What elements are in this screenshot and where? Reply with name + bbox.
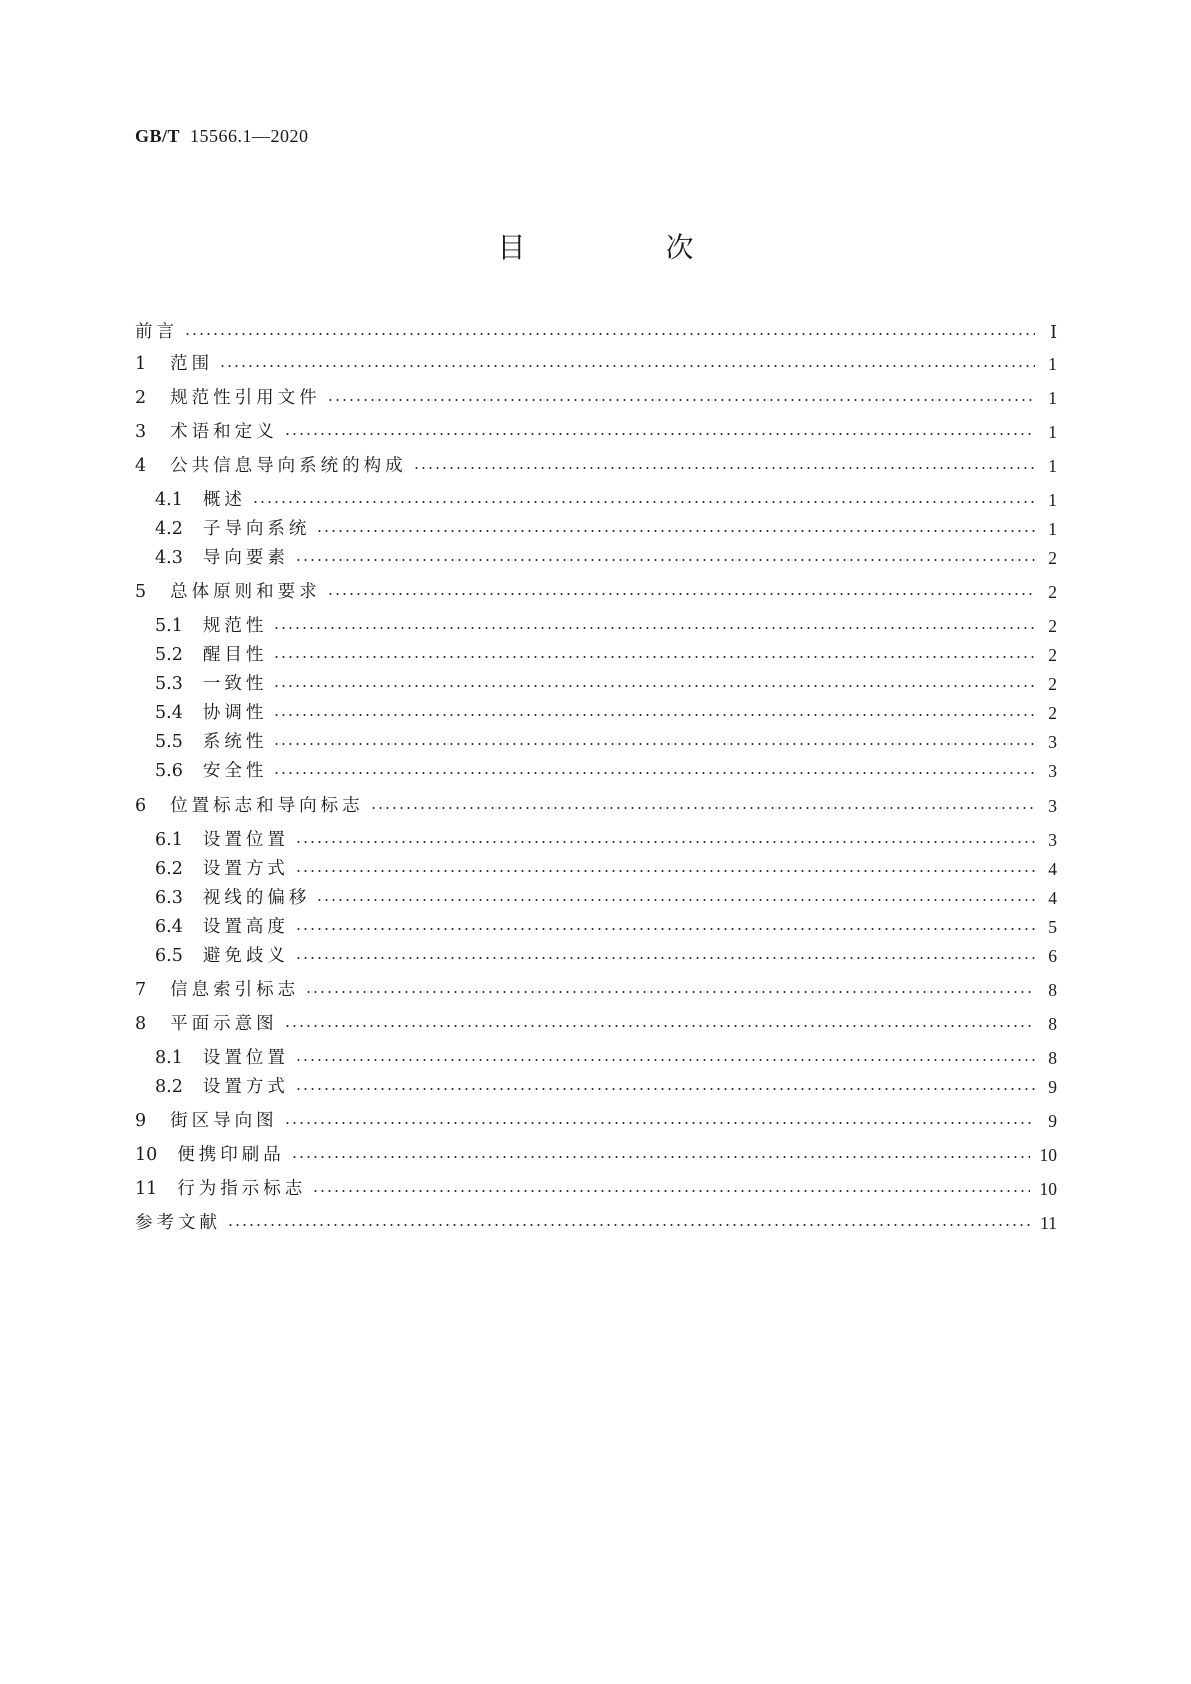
toc-leader-dots: [273, 685, 1035, 687]
toc-entry-number: 4.3: [155, 548, 183, 568]
toc-entry-title: 醒目性: [202, 645, 268, 665]
toc-entry-page: 1: [1048, 388, 1057, 408]
toc-leader-dots: [252, 501, 1035, 503]
toc-entry-page: 8: [1048, 1014, 1057, 1034]
toc-entry-title: 设置方式: [202, 859, 289, 879]
toc-leader-dots: [295, 957, 1035, 959]
toc-entry-title: 街区导向图: [170, 1111, 278, 1131]
toc-entry-page: 2: [1048, 616, 1057, 636]
toc-entry[interactable]: [135, 578, 1057, 606]
toc-entry-page: 10: [1039, 1179, 1057, 1199]
toc-entry-page: 6: [1048, 946, 1057, 966]
toc-entry-title: 导向要素: [202, 548, 289, 568]
toc-entry[interactable]: [155, 1044, 1057, 1072]
toc-entry-page: 1: [1048, 519, 1057, 539]
toc-entry-page: 1: [1048, 422, 1057, 442]
toc-leader-dots: [227, 1224, 1030, 1226]
toc-entry-title: 规范性: [202, 616, 268, 636]
toc-leader-dots: [316, 899, 1035, 901]
toc-entry[interactable]: [155, 884, 1057, 912]
toc-leader-dots: [413, 467, 1035, 469]
toc-entry-number: 6.4: [155, 917, 183, 937]
toc-entry-number: 3: [135, 422, 147, 442]
toc-entry-number: 5.6: [155, 761, 183, 781]
toc-entry-number: 4.1: [155, 490, 183, 510]
toc-leader-dots: [284, 433, 1035, 435]
toc-leader-dots: [273, 656, 1035, 658]
toc-entry[interactable]: [135, 1010, 1057, 1038]
toc-leader-dots: [184, 333, 1035, 335]
toc-entry-number: 6: [135, 796, 147, 816]
toc-entry[interactable]: [155, 612, 1057, 640]
toc-entry-page: 8: [1048, 980, 1057, 1000]
toc-entry[interactable]: [135, 976, 1057, 1004]
toc-entry-page: 2: [1048, 548, 1057, 568]
toc-leader-dots: [327, 399, 1035, 401]
toc-entry[interactable]: [135, 384, 1057, 412]
toc-entry-title: 视线的偏移: [202, 888, 311, 908]
toc-entry-number: 5.1: [155, 616, 183, 636]
page-title: 目 次: [497, 231, 750, 264]
toc-entry-title: 前言: [135, 322, 178, 342]
toc-entry-page: 3: [1048, 830, 1057, 850]
toc-entry-number: 1: [135, 354, 147, 374]
toc-entry-page: 11: [1040, 1213, 1057, 1233]
toc-entry[interactable]: [155, 1073, 1057, 1101]
toc-entry[interactable]: [155, 515, 1057, 543]
standard-number: 15566.1—2020: [190, 126, 309, 146]
toc-entry-title: 设置位置: [202, 1048, 289, 1068]
toc-entry-page: 3: [1048, 796, 1057, 816]
toc-entry-number: 5.3: [155, 674, 183, 694]
toc-entry-title: 设置方式: [202, 1077, 289, 1097]
toc-leader-dots: [295, 1088, 1035, 1090]
toc-entry-title: 总体原则和要求: [170, 582, 321, 602]
toc-entry-page: 10: [1039, 1145, 1057, 1165]
toc-entry[interactable]: [135, 318, 1057, 346]
toc-entry-page: 2: [1048, 582, 1057, 602]
toc-leader-dots: [273, 627, 1035, 629]
toc-entry-title: 位置标志和导向标志: [170, 796, 364, 816]
toc-leader-dots: [295, 559, 1035, 561]
toc-entry-number: 2: [135, 388, 147, 408]
toc-entry-title: 避免歧义: [202, 946, 289, 966]
toc-leader-dots: [295, 870, 1035, 872]
toc-entry-number: 6.1: [155, 830, 183, 850]
toc-entry-number: 8.2: [155, 1077, 183, 1097]
toc-entry-title: 范围: [170, 354, 214, 374]
toc-entry-number: 8: [135, 1014, 147, 1034]
toc-entry-page: 1: [1048, 456, 1057, 476]
toc-leader-dots: [295, 928, 1035, 930]
toc-leader-dots: [219, 365, 1035, 367]
toc-entry[interactable]: [155, 641, 1057, 669]
toc-entry-title: 公共信息导向系统的构成: [170, 456, 407, 476]
toc-entry-title: 设置位置: [202, 830, 289, 850]
toc-entry[interactable]: [135, 1175, 1057, 1203]
toc-entry-number: 5.5: [155, 732, 183, 752]
toc-entry-title: 参考文献: [135, 1213, 221, 1233]
toc-entry-title: 子导向系统: [202, 519, 311, 539]
toc-entry-title: 行为指示标志: [177, 1179, 307, 1199]
toc-entry-title: 一致性: [202, 674, 268, 694]
toc-leader-dots: [273, 772, 1035, 774]
toc-entry-page: 3: [1048, 761, 1057, 781]
toc-entry[interactable]: [155, 670, 1057, 698]
toc-entry-title: 概述: [202, 490, 246, 510]
toc-entry[interactable]: [155, 699, 1057, 727]
toc-entry[interactable]: [155, 486, 1057, 514]
toc-entry-number: 9: [135, 1111, 147, 1131]
toc-entry[interactable]: [135, 1209, 1057, 1237]
toc-leader-dots: [291, 1156, 1030, 1158]
toc-entry-page: 4: [1048, 888, 1057, 908]
toc-leader-dots: [295, 1059, 1035, 1061]
toc-entry-number: 8.1: [155, 1048, 183, 1068]
toc-entry[interactable]: [135, 792, 1057, 820]
toc-entry-number: 5.2: [155, 645, 183, 665]
toc-leader-dots: [370, 807, 1035, 809]
toc-entry-number: 7: [135, 980, 147, 1000]
toc-entry-number: 5.4: [155, 703, 183, 723]
toc-entry-number: 5: [135, 582, 147, 602]
toc-entry-title: 便携印刷品: [177, 1145, 285, 1165]
toc-leader-dots: [305, 991, 1035, 993]
toc-entry-number: 6.5: [155, 946, 183, 966]
toc-entry-page: 4: [1048, 859, 1057, 879]
toc-entry-title: 信息索引标志: [170, 980, 300, 1000]
toc-entry-title: 系统性: [202, 732, 268, 752]
toc-entry[interactable]: [135, 418, 1057, 446]
toc-leader-dots: [312, 1190, 1029, 1192]
toc-leader-dots: [295, 841, 1035, 843]
toc-entry[interactable]: [155, 728, 1057, 756]
toc-leader-dots: [273, 743, 1035, 745]
toc-leader-dots: [327, 593, 1035, 595]
toc-entry-page: Ⅰ: [1050, 322, 1057, 342]
toc-entry-title: 规范性引用文件: [170, 388, 321, 408]
toc-entry-page: 2: [1048, 703, 1057, 723]
toc-entry-page: 2: [1048, 645, 1057, 665]
toc-entry-page: 5: [1048, 917, 1057, 937]
toc-leader-dots: [284, 1122, 1035, 1124]
toc-entry-number: 10: [135, 1145, 158, 1165]
toc-entry[interactable]: [155, 757, 1057, 785]
toc-entry-number: 4.2: [155, 519, 183, 539]
toc-entry-number: 6.3: [155, 888, 183, 908]
toc-entry[interactable]: [155, 544, 1057, 572]
toc-leader-dots: [284, 1025, 1035, 1027]
toc-entry-title: 术语和定义: [170, 422, 278, 442]
toc-entry[interactable]: [155, 942, 1057, 970]
toc-leader-dots: [273, 714, 1035, 716]
toc-entry[interactable]: [135, 350, 1057, 378]
toc-entry-number: 11: [135, 1179, 158, 1199]
toc-entry[interactable]: [135, 1141, 1057, 1169]
toc-entry-title: 平面示意图: [170, 1014, 278, 1034]
toc-entry-page: 9: [1048, 1077, 1057, 1097]
toc-leader-dots: [316, 530, 1035, 532]
toc-entry-title: 安全性: [202, 761, 268, 781]
standard-prefix: GB/T: [135, 126, 181, 146]
document-code: [135, 126, 309, 147]
toc-entry-page: 1: [1048, 490, 1057, 510]
toc-entry[interactable]: [155, 855, 1057, 883]
toc-entry-title: 设置高度: [202, 917, 289, 937]
toc-entry-number: 6.2: [155, 859, 183, 879]
toc-entry[interactable]: [155, 913, 1057, 941]
toc-entry[interactable]: [135, 452, 1057, 480]
toc-entry-page: 8: [1048, 1048, 1057, 1068]
toc-entry-page: 1: [1048, 354, 1057, 374]
toc-entry-number: 4: [135, 456, 147, 476]
toc-entry[interactable]: [135, 1107, 1057, 1135]
toc-entry-title: 协调性: [202, 703, 268, 723]
toc-entry-page: 2: [1048, 674, 1057, 694]
toc-entry[interactable]: [155, 826, 1057, 854]
toc-entry-page: 9: [1048, 1111, 1057, 1131]
toc-entry-page: 3: [1048, 732, 1057, 752]
